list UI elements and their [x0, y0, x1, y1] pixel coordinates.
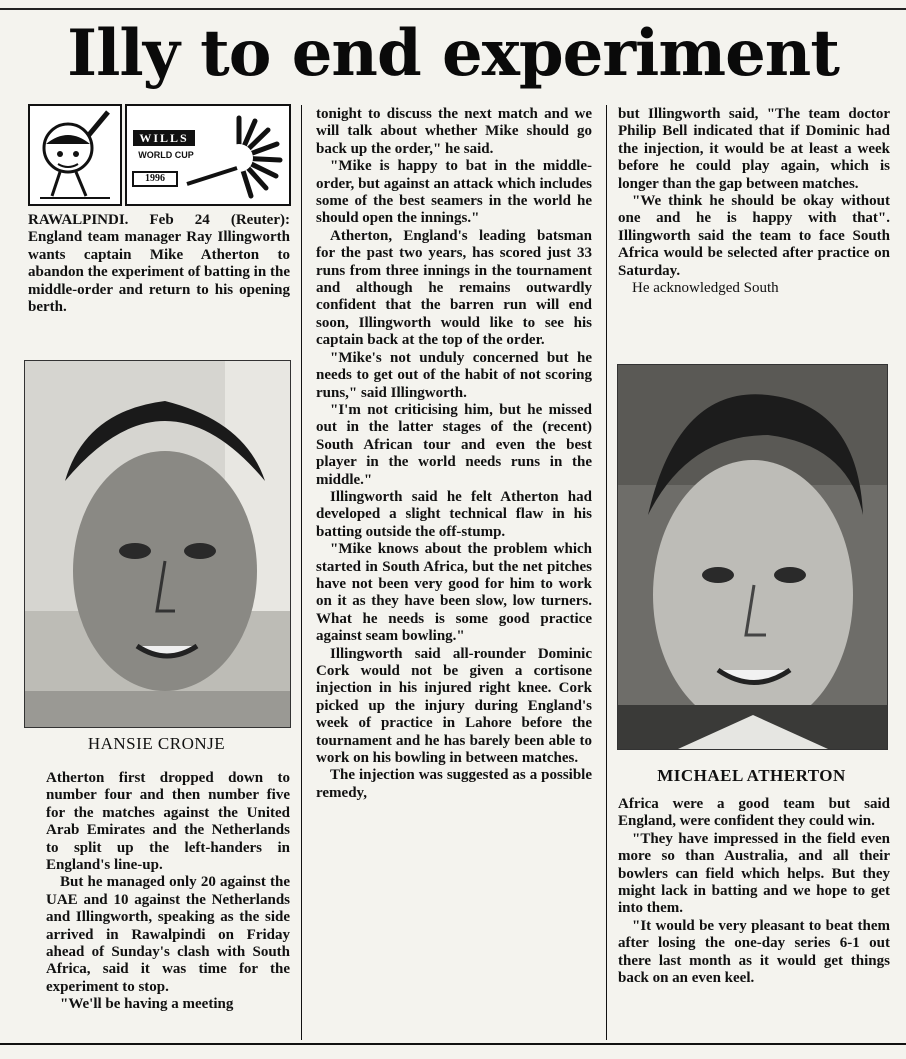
column-2-paragraph: The injection was suggested as a possible remedy,: [316, 767, 592, 801]
column-1-top: [28, 212, 290, 316]
caption-left: HANSIE CRONJE: [87, 734, 226, 753]
column-1-paragraph: Atherton first dropped down to number four and then number five for the matches against the United Arab Emirates and the Netherlands to split up the left-handers in England's line-up.: [46, 770, 290, 874]
column-rule-left: [301, 105, 302, 1040]
column-2-paragraph: Illingworth said all-rounder Dominic Cork would not be given a cortisone injection in his injured right knee. Cork picked up the injury during England's week of practice in Lahore before the tournament and he has barely been able to work on his bowling in between matches.: [316, 645, 592, 767]
world-cup-label: WORLD CUP: [138, 150, 194, 160]
column-2-paragraph: "I'm not criticising him, but he missed out in the latter stages of the (recent) South African tour and even the best player in the world needs runs in the middle.": [316, 401, 592, 488]
column-3-paragraph: Africa were a good team but said England, were confident they could win.: [618, 796, 890, 830]
column-3-paragraph: "They have impressed in the field even more so than Australia, and all their bowlers can field which helps. But they might lack in batting and we hope to get into them.: [618, 830, 890, 917]
portrait-cronje-image: [25, 361, 290, 727]
column-3-paragraph: He acknowledged South: [632, 280, 779, 297]
world-cup-year: 1996: [145, 173, 165, 184]
world-cup-brand: WILLS: [139, 131, 189, 145]
column-2-paragraph: "Mike is happy to bat in the middle-order, but against an attack which includes some of the best seamers in the world he should open the innings.": [316, 158, 592, 227]
column-3-top: [618, 106, 890, 297]
column-2-paragraph: Atherton, England's leading batsman for the past two years, has scored just 33 runs from three innings in the tournament and although he remains outwardly confident that the barren run will end soon, Illingworth would like to see his captain back at the top of the order.: [316, 227, 592, 349]
photo-hansie-cronje: [24, 360, 291, 728]
caption-right: MICHAEL ATHERTON: [657, 766, 846, 785]
headline: Illy to end experiment: [67, 16, 839, 91]
portrait-atherton-image: [618, 365, 887, 749]
column-3-paragraph: "It would be very pleasant to beat them after losing the one-day series 6-1 out there last month as it would get things back on an even keel.: [618, 917, 890, 987]
cricket-mascot-icon: [30, 106, 120, 204]
dateline-paragraph: RAWALPINDI. Feb 24 (Reuter): England team manager Ray Illingworth wants captain Mike Atherton to abandon the experiment of batting in the middle-order and return to his opening berth.: [28, 212, 290, 316]
column-3-paragraph: "We think he should be okay without one and he is happy with that". Illingworth said the team to face South Africa would be selected after practice on Saturday.: [618, 193, 890, 279]
column-2-paragraph: "Mike knows about the problem which started in South Africa, but the net pitches have not been very good for him to work on it as they have been slow, low turners. What he needs is some good practice against seam bowling.": [316, 541, 592, 645]
column-3-paragraph: but Illingworth said, "The team doctor Philip Bell indicated that if Dominic had the injection, it would be at least a week before he could play again, which is longer than the gap between matches.: [618, 106, 890, 192]
cartoon-logo: [28, 104, 122, 206]
world-cup-logo: [125, 104, 291, 206]
bottom-rule: [0, 1043, 906, 1045]
column-3-bottom: [618, 796, 890, 987]
column-1-bottom: [46, 770, 290, 1014]
column-1-paragraph: But he managed only 20 against the UAE and 10 against the Netherlands and Illingworth, speaking as the side arrived in Rawalpindi on Friday ahead of Sunday's clash with South Africa, said it was time for the experiment to stop.: [46, 874, 290, 995]
photo-michael-atherton: [617, 364, 888, 750]
column-rule-right: [606, 105, 607, 1040]
column-2-paragraph: Illingworth said he felt Atherton had developed a slight technical flaw in his batting outside the off-stump.: [316, 488, 592, 540]
column-1-paragraph: "We'll be having a meeting: [60, 996, 234, 1013]
column-2-paragraph: tonight to discuss the next match and we will talk about whether Mike should go back up the order," he said.: [316, 106, 592, 157]
column-2-paragraph: "Mike's not unduly concerned but he needs to get out of the habit of not scoring runs," said Illingworth.: [316, 349, 592, 401]
column-2: [316, 106, 592, 802]
